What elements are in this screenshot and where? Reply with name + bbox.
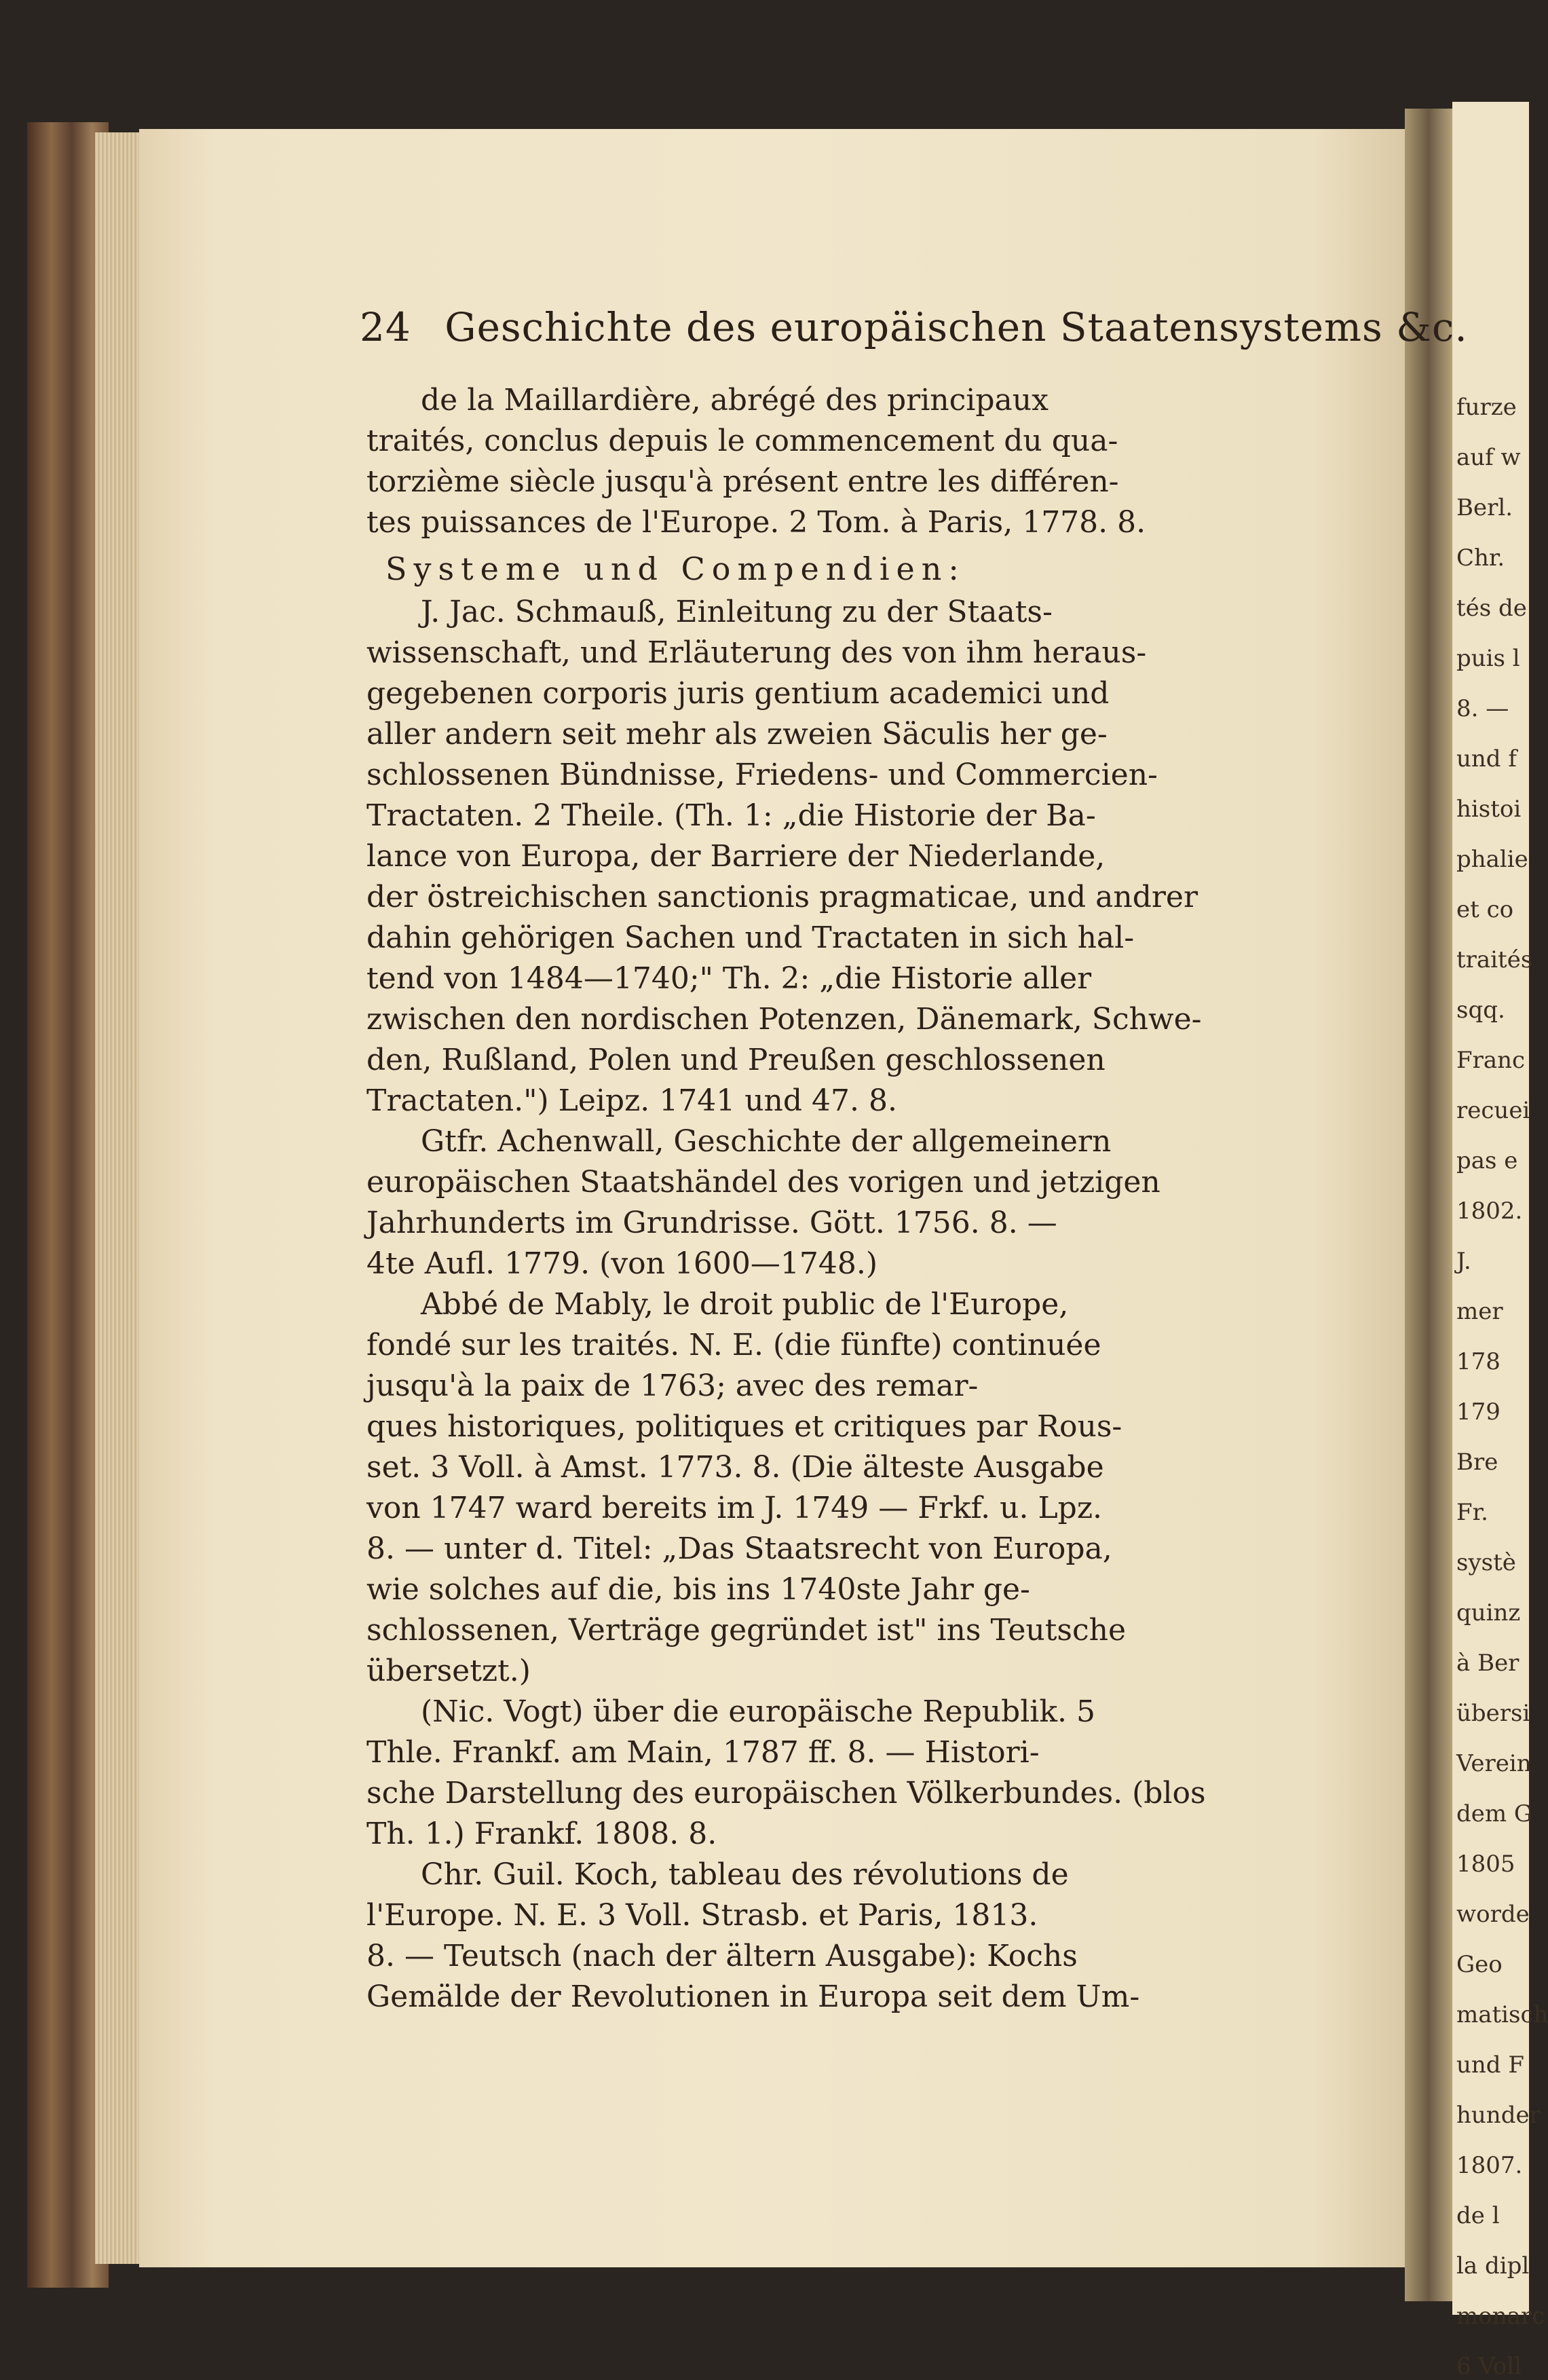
next-page-fragment: phalie (1456, 846, 1528, 873)
text-line: sche Darstellung des europäischen Völkerbundes. (blos (366, 1776, 1206, 1810)
running-title: Geschichte des europäischen Staatensystems &c. (445, 304, 1468, 350)
text-line: der östreichischen sanctionis pragmaticae, und andrer (366, 880, 1198, 914)
text-line: l'Europe. N. E. 3 Voll. Strasb. et Paris, 1813. (366, 1898, 1038, 1933)
next-page-fragment: und f (1456, 745, 1517, 773)
next-page-fragment: Fr. (1456, 1499, 1488, 1526)
next-page-fragment: 6 Voll (1456, 2353, 1522, 2380)
text-line: de la Maillardière, abrégé des principaux (421, 383, 1049, 417)
next-page-fragment: sqq. (1456, 997, 1505, 1024)
text-line: 8. — unter d. Titel: „Das Staatsrecht von Europa, (366, 1531, 1112, 1566)
text-line: tend von 1484—1740;" Th. 2: „die Historie aller (366, 961, 1092, 996)
entry-mably (366, 1284, 1303, 1692)
entry-vogt (366, 1692, 1303, 1855)
text-line: schlossenen Bündnisse, Friedens- und Commercien- (366, 758, 1158, 792)
text-line: traités, conclus depuis le commencement du qua- (366, 424, 1118, 458)
next-page-fragment: dem G (1456, 1800, 1533, 1827)
text-line: tes puissances de l'Europe. 2 Tom. à Paris, 1778. 8. (366, 505, 1146, 540)
text-line: übersetzt.) (366, 1654, 531, 1688)
entry-maillardiere (366, 380, 1303, 543)
next-page-fragment: et co (1456, 896, 1514, 923)
text-line: Chr. Guil. Koch, tableau des révolutions de (421, 1857, 1069, 1892)
text-line: fondé sur les traités. N. E. (die fünfte) continuée (366, 1328, 1101, 1362)
next-page-fragment: worde (1456, 1901, 1530, 1928)
next-page-fragment: 1805 (1456, 1851, 1515, 1878)
text-line: schlossenen, Verträge gegründet ist" ins Teutsche (366, 1613, 1127, 1648)
next-page-fragment: quinz (1456, 1599, 1521, 1626)
next-page-fragment: traités (1456, 946, 1533, 973)
page-number: 24 (360, 304, 411, 350)
text-line: Gemälde der Revolutionen in Europa seit dem Um- (366, 1979, 1140, 2014)
next-page-fragment: mer (1456, 1298, 1503, 1325)
text-line: Gtfr. Achenwall, Geschichte der allgemeinern (421, 1124, 1112, 1159)
text-line: dahin gehörigen Sachen und Tractaten in sich hal- (366, 921, 1135, 955)
page-text (366, 380, 1303, 2018)
entry-koch (366, 1855, 1303, 2018)
next-page-fragment: pas e (1456, 1147, 1518, 1174)
next-page-fragment: histoi (1456, 796, 1522, 823)
next-page-fragment: 8. — (1456, 695, 1509, 722)
next-page-fragment: 178 (1456, 1348, 1500, 1375)
next-page-fragment: Verein (1456, 1750, 1532, 1777)
next-page-fragment: de l (1456, 2202, 1500, 2229)
text-line: aller andern seit mehr als zweien Säculis her ge- (366, 717, 1108, 751)
text-line: gegebenen corporis juris gentium academici und (366, 676, 1110, 711)
text-line: Jahrhunderts im Grundrisse. Gött. 1756. 8. — (366, 1206, 1057, 1240)
text-line: Abbé de Mably, le droit public de l'Europe, (421, 1287, 1069, 1322)
entry-achenwall (366, 1121, 1303, 1284)
text-line: lance von Europa, der Barriere der Niederlande, (366, 839, 1106, 874)
next-page-fragment: auf w (1456, 444, 1521, 471)
next-page-margin (1452, 102, 1548, 2380)
next-page-fragment: puis l (1456, 645, 1520, 672)
book-gutter (1405, 109, 1452, 2301)
text-line: 4te Aufl. 1779. (von 1600—1748.) (366, 1246, 878, 1281)
next-page-fragment: Franc (1456, 1047, 1526, 1074)
text-line: Th. 1.) Frankf. 1808. 8. (366, 1817, 717, 1851)
text-line: wissenschaft, und Erläuterung des von ihm heraus- (366, 635, 1147, 670)
next-page-fragment: tés de (1456, 595, 1527, 622)
text-line: J. Jac. Schmauß, Einleitung zu der Staats- (421, 595, 1053, 629)
next-page-fragment: recuei (1456, 1097, 1530, 1124)
next-page-fragment: matisch (1456, 2001, 1548, 2028)
next-page-fragment: 179 (1456, 1398, 1500, 1426)
text-line: (Nic. Vogt) über die europäische Republik. 5 (421, 1694, 1095, 1729)
text-line: set. 3 Voll. à Amst. 1773. 8. (Die älteste Ausgabe (366, 1450, 1104, 1485)
text-line: europäischen Staatshändel des vorigen und jetzigen (366, 1165, 1160, 1200)
text-line: von 1747 ward bereits im J. 1749 — Frkf. u. Lpz. (366, 1491, 1103, 1525)
next-page-fragment: Bre (1456, 1449, 1498, 1476)
text-line: Tractaten.") Leipz. 1741 und 47. 8. (366, 1083, 897, 1118)
text-line: zwischen den nordischen Potenzen, Dänemark, Schwe- (366, 1002, 1202, 1037)
text-line: Tractaten. 2 Theile. (Th. 1: „die Historie der Ba- (366, 798, 1096, 833)
section-heading: Systeme und Compendien: (385, 551, 966, 587)
next-page-fragment: à Ber (1456, 1650, 1519, 1677)
next-page-fragment: furze (1456, 394, 1517, 421)
next-page-fragment: hunder (1456, 2102, 1541, 2129)
text-line: Thle. Frankf. am Main, 1787 ff. 8. — Histori- (366, 1735, 1040, 1770)
text-line: wie solches auf die, bis ins 1740ste Jahr ge- (366, 1572, 1030, 1607)
text-line: jusqu'à la paix de 1763; avec des remar- (366, 1369, 979, 1403)
text-line: 8. — Teutsch (nach der ältern Ausgabe): Kochs (366, 1939, 1078, 1973)
next-page-fragment: Berl. (1456, 494, 1513, 521)
next-page-fragment: monarc (1456, 2303, 1545, 2330)
next-page-fragment: systè (1456, 1549, 1516, 1576)
next-page-fragment: la dipl (1456, 2252, 1530, 2280)
entry-schmauss (366, 592, 1303, 1121)
text-line: ques historiques, politiques et critiques par Rous- (366, 1409, 1122, 1444)
next-page-fragment: 1802. (1456, 1197, 1523, 1225)
next-page-fragment: übersi (1456, 1700, 1530, 1727)
text-line: den, Rußland, Polen und Preußen geschlossenen (366, 1043, 1106, 1077)
next-page-fragment: und F (1456, 2051, 1524, 2079)
next-page-fragment: J. (1456, 1248, 1471, 1275)
text-line: torzième siècle jusqu'à présent entre les différen- (366, 464, 1119, 499)
next-page-fragment: 1807. (1456, 2152, 1523, 2179)
next-page-fragment: Chr. (1456, 544, 1505, 572)
next-page-fragment: Geo (1456, 1951, 1503, 1978)
running-header (360, 304, 1468, 350)
